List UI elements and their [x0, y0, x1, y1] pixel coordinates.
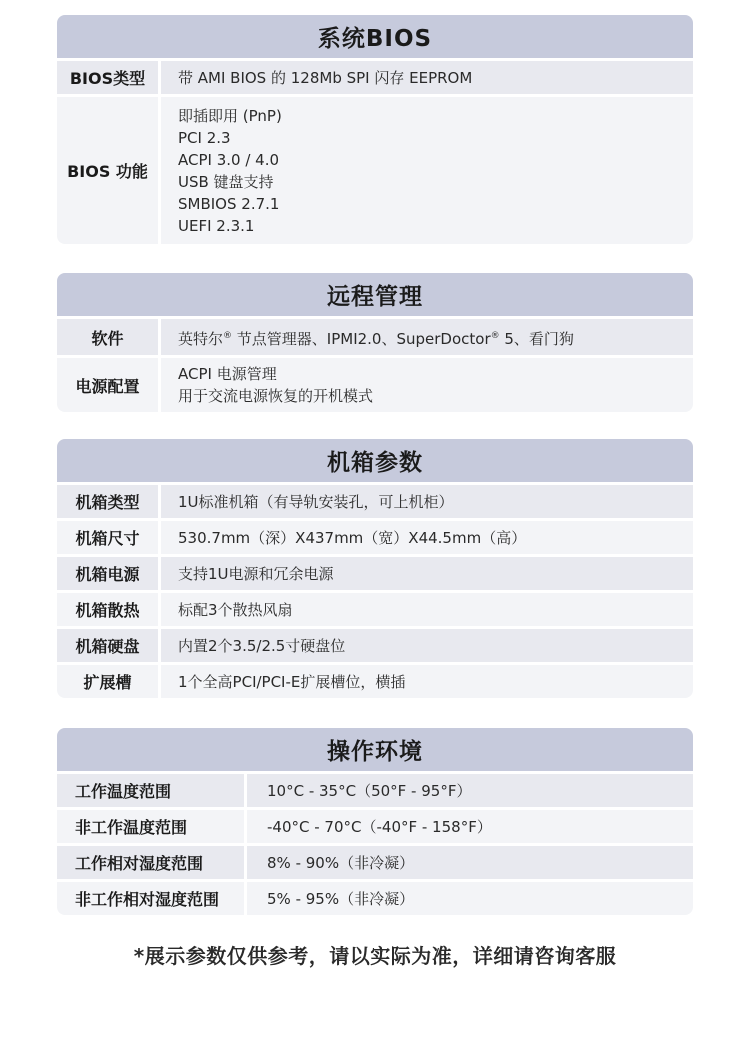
registered-mark: ® — [223, 330, 233, 341]
environment-section-title: 操作环境 — [57, 728, 693, 771]
chassis-section — [57, 439, 693, 698]
table-row — [57, 61, 693, 94]
row-value: 1U标准机箱（有导轨安装孔，可上机柜） — [161, 485, 693, 518]
row-value — [161, 358, 693, 412]
value-line: UEFI 2.3.1 — [178, 216, 255, 235]
value-line: ACPI 3.0 / 4.0 — [178, 150, 280, 169]
row-label: 非工作温度范围 — [57, 810, 244, 843]
remote-section — [57, 273, 693, 412]
table-row — [57, 846, 693, 879]
row-value — [161, 97, 693, 244]
row-value — [161, 319, 693, 355]
row-value: 支持1U电源和冗余电源 — [161, 557, 693, 590]
row-label: 软件 — [57, 319, 158, 355]
table-row — [57, 521, 693, 554]
chassis-section-title: 机箱参数 — [57, 439, 693, 482]
row-value: 8% - 90%（非冷凝） — [247, 846, 693, 879]
bios-section-title: 系统BIOS — [57, 15, 693, 58]
row-value: 内置2个3.5/2.5寸硬盘位 — [161, 629, 693, 662]
table-row — [57, 557, 693, 590]
value-line: 带 AMI BIOS 的 128Mb SPI 闪存 EEPROM — [178, 68, 473, 87]
table-row — [57, 97, 693, 244]
table-row — [57, 358, 693, 412]
software-line — [178, 325, 693, 350]
environment-section — [57, 728, 693, 915]
registered-mark: ® — [490, 330, 500, 341]
table-row — [57, 665, 693, 698]
bios-section — [57, 15, 693, 244]
value-line: SMBIOS 2.7.1 — [178, 194, 280, 213]
row-label: BIOS类型 — [57, 61, 158, 94]
row-label: 工作温度范围 — [57, 774, 244, 807]
table-row — [57, 882, 693, 915]
row-value: -40°C - 70°C（-40°F - 158°F） — [247, 810, 693, 843]
row-value: 1个全高PCI/PCI-E扩展槽位，横插 — [161, 665, 693, 698]
value-line: 即插即用 (PnP) — [178, 106, 282, 125]
table-row — [57, 593, 693, 626]
row-value: 5% - 95%（非冷凝） — [247, 882, 693, 915]
table-row — [57, 319, 693, 355]
row-label: 机箱散热 — [57, 593, 158, 626]
row-label: 机箱电源 — [57, 557, 158, 590]
value-line: 用于交流电源恢复的开机模式 — [178, 387, 374, 405]
row-label: 机箱类型 — [57, 485, 158, 518]
row-label: 扩展槽 — [57, 665, 158, 698]
table-row — [57, 774, 693, 807]
row-label: BIOS 功能 — [57, 97, 158, 244]
table-row — [57, 629, 693, 662]
table-row — [57, 810, 693, 843]
row-value: 10°C - 35°C（50°F - 95°F） — [247, 774, 693, 807]
value-line: PCI 2.3 — [178, 128, 231, 147]
row-label: 非工作相对湿度范围 — [57, 882, 244, 915]
row-label: 工作相对湿度范围 — [57, 846, 244, 879]
row-value: 标配3个散热风扇 — [161, 593, 693, 626]
row-label: 机箱硬盘 — [57, 629, 158, 662]
row-value: 530.7mm（深）X437mm（宽）X44.5mm（高） — [161, 521, 693, 554]
remote-section-title: 远程管理 — [57, 273, 693, 316]
row-value — [161, 61, 693, 94]
row-label: 机箱尺寸 — [57, 521, 158, 554]
software-part: 英特尔 — [178, 329, 224, 348]
value-line: USB 键盘支持 — [178, 172, 274, 191]
table-row — [57, 485, 693, 518]
value-line: ACPI 电源管理 — [178, 365, 277, 383]
software-part: 节点管理器、IPMI2.0、SuperDoctor — [232, 329, 491, 348]
disclaimer-note: *展示参数仅供参考，请以实际为准，详细请咨询客服 — [133, 944, 617, 968]
row-label: 电源配置 — [57, 358, 158, 412]
software-part: 5、看门狗 — [499, 329, 574, 348]
